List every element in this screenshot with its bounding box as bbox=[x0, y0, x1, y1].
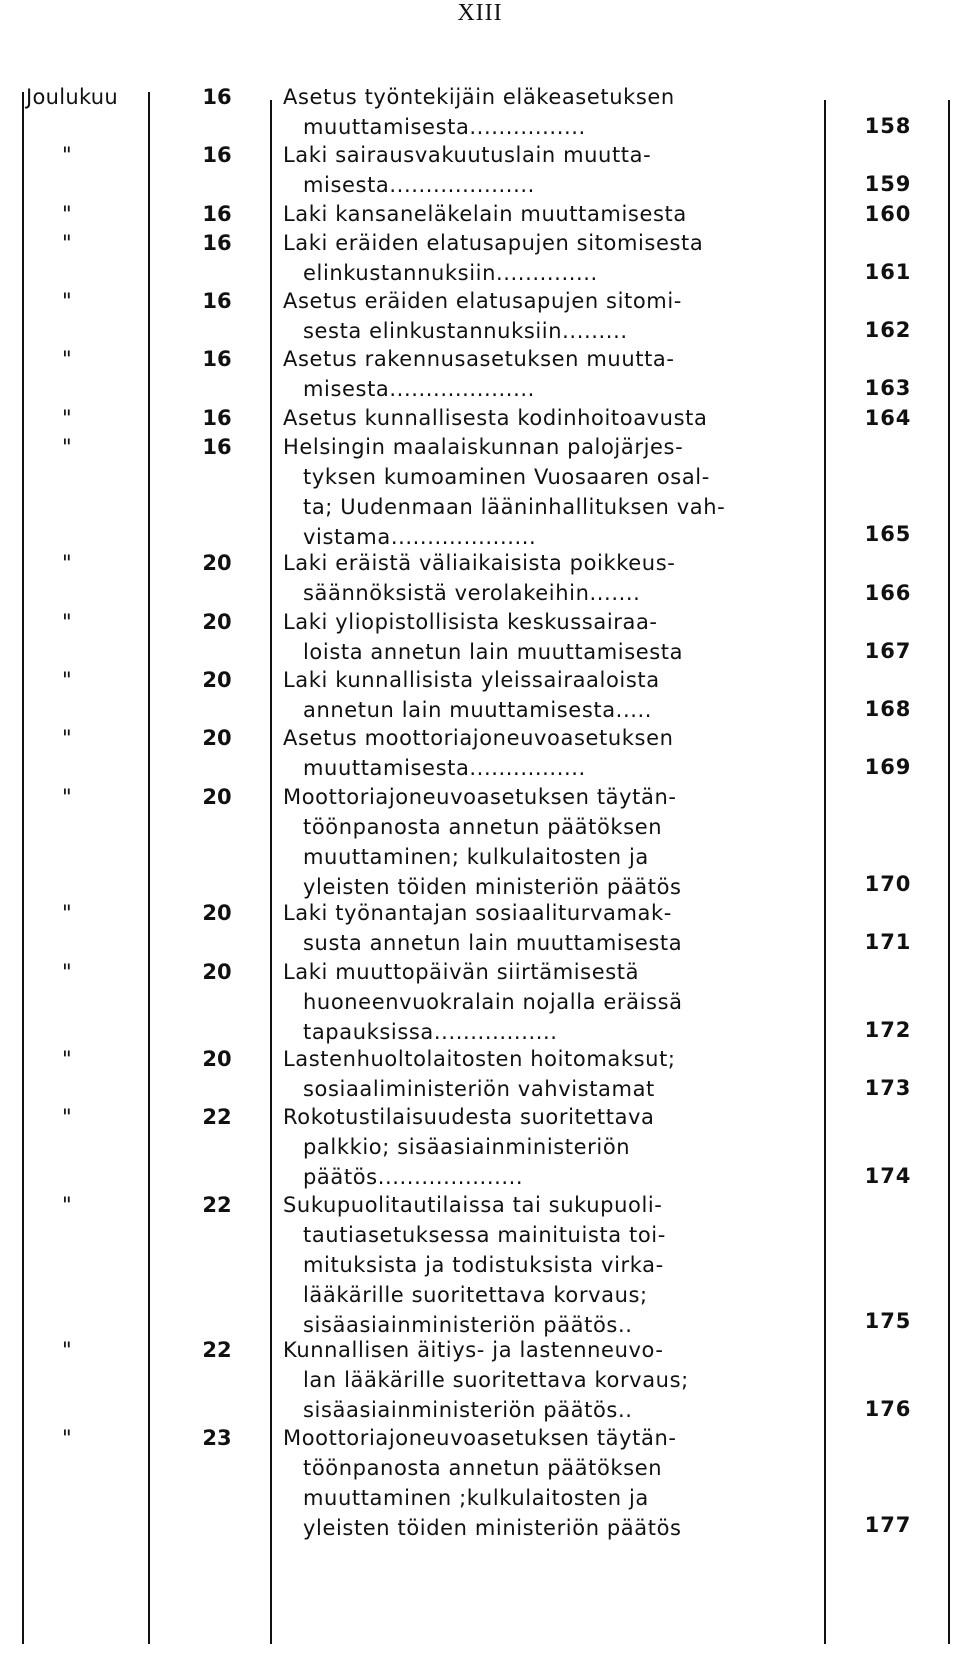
entry-month: " bbox=[62, 1192, 72, 1217]
entry-month: Joulukuu bbox=[26, 85, 119, 109]
entry-title-line: muuttaminen; kulkulaitosten ja bbox=[303, 844, 649, 869]
entry-page-number: 175 bbox=[864, 1309, 912, 1334]
entry-day: 16 bbox=[202, 405, 232, 430]
entry-day: 20 bbox=[202, 726, 232, 751]
entry-month: " bbox=[62, 201, 72, 226]
entry-page-number: 166 bbox=[864, 580, 912, 605]
entry-day: 22 bbox=[202, 1338, 232, 1363]
entry-title-line: Sukupuolitautilaissa tai sukupuoli- bbox=[283, 1192, 663, 1217]
entry-title bbox=[283, 1102, 813, 1192]
entry-title-line: Laki kunnallisista yleissairaaloista bbox=[283, 668, 660, 692]
day-column-rule bbox=[148, 92, 150, 1644]
entry-title-line: Asetus kunnallisesta kodinhoitoavusta bbox=[283, 405, 708, 430]
entry-title bbox=[283, 1044, 813, 1104]
entry-title bbox=[283, 82, 813, 142]
entry-title-line: tautiasetuksessa mainituista toi- bbox=[303, 1222, 666, 1247]
entry-title-line: susta annetun lain muuttamisesta bbox=[303, 931, 683, 956]
entry-day: 20 bbox=[202, 1046, 232, 1071]
entry-month: " bbox=[62, 784, 72, 809]
text-column-rule bbox=[270, 100, 272, 1644]
entry-title-line: palkkio; sisäasiainministeriön bbox=[303, 1135, 631, 1160]
entry-day: 23 bbox=[202, 1425, 232, 1450]
entry-month: " bbox=[62, 1425, 72, 1450]
entry-title bbox=[283, 1335, 813, 1425]
entry-title-line: elinkustannuksiin.............. bbox=[303, 260, 598, 285]
entry-title-line: sesta elinkustannuksiin......... bbox=[303, 319, 628, 344]
entry-title-line: Asetus moottoriajoneuvoasetuksen bbox=[283, 726, 674, 751]
entry-day: 16 bbox=[202, 201, 232, 226]
entry-title bbox=[283, 782, 813, 902]
entry-page-number: 167 bbox=[864, 638, 912, 663]
entry-day: 20 bbox=[202, 784, 232, 809]
entry-title bbox=[283, 607, 813, 667]
entry-title-line: Asetus eräiden elatusapujen sitomi- bbox=[283, 289, 682, 314]
entry-day: 16 bbox=[202, 289, 232, 314]
entry-title-line: muuttamisesta................ bbox=[303, 115, 586, 139]
entry-title-line: Laki työnantajan sosiaaliturvamak- bbox=[283, 901, 672, 926]
left-border-rule bbox=[22, 92, 24, 1644]
entry-title-line: Laki kansaneläkelain muuttamisesta bbox=[283, 201, 687, 226]
entry-page-number: 176 bbox=[864, 1396, 912, 1421]
entry-page-number: 165 bbox=[864, 522, 912, 547]
entry-month: " bbox=[62, 959, 72, 984]
entry-title bbox=[283, 723, 813, 783]
entry-title-line: lääkärille suoritettava korvaus; bbox=[303, 1282, 648, 1307]
entry-day: 22 bbox=[202, 1105, 232, 1130]
entry-title-line: Laki muuttopäivän siirtämisestä bbox=[283, 959, 640, 984]
entry-month: " bbox=[62, 668, 72, 692]
entry-month: " bbox=[62, 609, 72, 634]
entry-title bbox=[283, 1190, 813, 1340]
right-border-rule bbox=[948, 100, 950, 1644]
entry-title-line: yleisten töiden ministeriön päätös bbox=[303, 1515, 682, 1540]
entry-title-line: Kunnallisen äitiys- ja lastenneuvo- bbox=[283, 1338, 664, 1363]
entry-title-line: sisäasiainministeriön päätös.. bbox=[303, 1398, 633, 1423]
entry-day: 20 bbox=[202, 609, 232, 634]
entry-month: " bbox=[62, 1338, 72, 1363]
entry-page-number: 168 bbox=[864, 697, 912, 722]
entry-page-number: 171 bbox=[864, 930, 912, 955]
entry-title-line: Laki eräiden elatusapujen sitomisesta bbox=[283, 230, 704, 255]
entry-page-number: 164 bbox=[864, 405, 912, 430]
entry-title-line: Moottoriajoneuvoasetuksen täytän- bbox=[283, 1425, 677, 1450]
entry-month: " bbox=[62, 901, 72, 926]
entry-page-number: 174 bbox=[864, 1163, 912, 1188]
entry-title-line: töönpanosta annetun päätöksen bbox=[303, 814, 663, 839]
entry-title bbox=[283, 665, 813, 725]
entry-day: 20 bbox=[202, 959, 232, 984]
entry-day: 16 bbox=[202, 230, 232, 255]
entry-title-line: Laki sairausvakuutuslain muutta- bbox=[283, 143, 652, 168]
entry-title-line: Lastenhuoltolaitosten hoitomaksut; bbox=[283, 1046, 676, 1071]
entry-month: " bbox=[62, 1046, 72, 1071]
entry-title-line: vistama.................... bbox=[303, 524, 537, 549]
entry-title-line: töönpanosta annetun päätöksen bbox=[303, 1455, 663, 1480]
entry-title bbox=[283, 1423, 813, 1543]
entry-page-number: 161 bbox=[864, 259, 912, 284]
entry-page-number: 162 bbox=[864, 318, 912, 343]
entry-page-number: 158 bbox=[864, 114, 912, 139]
entry-title bbox=[283, 432, 813, 552]
entry-page-number: 173 bbox=[864, 1076, 912, 1101]
entry-title bbox=[283, 286, 813, 346]
entry-title-line: huoneenvuokralain nojalla eräissä bbox=[303, 989, 683, 1014]
entry-title-line: mituksista ja todistuksista virka- bbox=[303, 1252, 664, 1277]
entry-title-line: päätös.................... bbox=[303, 1165, 524, 1190]
entry-title bbox=[283, 344, 813, 404]
entry-title-line: ta; Uudenmaan lääninhallituksen vah- bbox=[303, 494, 726, 519]
entry-title bbox=[283, 957, 813, 1047]
entry-title-line: Helsingin maalaiskunnan palojärjes- bbox=[283, 434, 684, 459]
entry-title bbox=[283, 199, 813, 229]
entry-day: 16 bbox=[202, 347, 232, 372]
entry-title-line: sosiaaliministeriön vahvistamat bbox=[303, 1076, 655, 1101]
entry-title-line: sisäasiainministeriön päätös.. bbox=[303, 1312, 633, 1337]
entry-title-line: Asetus rakennusasetuksen muutta- bbox=[283, 347, 675, 372]
entry-title-line: muuttaminen ;kulkulaitosten ja bbox=[303, 1485, 649, 1510]
entry-month: " bbox=[62, 289, 72, 314]
entry-day: 16 bbox=[202, 434, 232, 459]
entry-page-number: 177 bbox=[864, 1513, 912, 1538]
entry-month: " bbox=[62, 230, 72, 255]
entry-month: " bbox=[62, 347, 72, 372]
entry-day: 16 bbox=[202, 85, 232, 109]
entry-day: 22 bbox=[202, 1192, 232, 1217]
entry-title-line: muuttamisesta................ bbox=[303, 756, 586, 781]
entry-month: " bbox=[62, 726, 72, 751]
entry-page-number: 163 bbox=[864, 376, 912, 401]
entry-title-line: lan lääkärille suoritettava korvaus; bbox=[303, 1368, 689, 1393]
entry-title bbox=[283, 228, 813, 288]
entry-month: " bbox=[62, 405, 72, 430]
entry-month: " bbox=[62, 1105, 72, 1130]
entry-page-number: 172 bbox=[864, 1017, 912, 1042]
entry-title bbox=[283, 548, 813, 608]
entry-title-line: tyksen kumoaminen Vuosaaren osal- bbox=[303, 464, 710, 489]
page-column-rule bbox=[824, 100, 826, 1644]
entry-page-number: 160 bbox=[864, 201, 912, 226]
entry-day: 20 bbox=[202, 668, 232, 692]
entry-title bbox=[283, 898, 813, 958]
entry-title-line: annetun lain muuttamisesta..... bbox=[303, 698, 653, 722]
entry-title-line: loista annetun lain muuttamisesta bbox=[303, 639, 684, 664]
entry-page-number: 169 bbox=[864, 755, 912, 780]
entry-title-line: Rokotustilaisuudesta suoritettava bbox=[283, 1105, 655, 1130]
entry-title-line: tapauksissa................. bbox=[303, 1019, 558, 1044]
entry-day: 16 bbox=[202, 143, 232, 168]
entry-title-line: Asetus työntekijäin eläkeasetuksen bbox=[283, 85, 675, 109]
entry-title-line: Moottoriajoneuvoasetuksen täytän- bbox=[283, 784, 677, 809]
entry-day: 20 bbox=[202, 901, 232, 926]
entry-title bbox=[283, 140, 813, 200]
entry-title bbox=[283, 403, 813, 433]
entry-month: " bbox=[62, 434, 72, 459]
entry-page-number: 159 bbox=[864, 172, 912, 197]
entry-page-number: 170 bbox=[864, 872, 912, 897]
entry-title-line: Laki eräistä väliaikaisista poikkeus- bbox=[283, 551, 676, 576]
page-number-header: XIII bbox=[457, 0, 503, 26]
entry-day: 20 bbox=[202, 551, 232, 576]
entry-title-line: misesta.................... bbox=[303, 173, 535, 198]
entry-title-line: säännöksistä verolakeihin....... bbox=[303, 581, 641, 606]
entry-title-line: Laki yliopistollisista keskussairaa- bbox=[283, 609, 658, 634]
entry-month: " bbox=[62, 143, 72, 168]
entry-title-line: misesta.................... bbox=[303, 377, 535, 402]
entry-title-line: yleisten töiden ministeriön päätös bbox=[303, 874, 682, 899]
entry-month: " bbox=[62, 551, 72, 576]
